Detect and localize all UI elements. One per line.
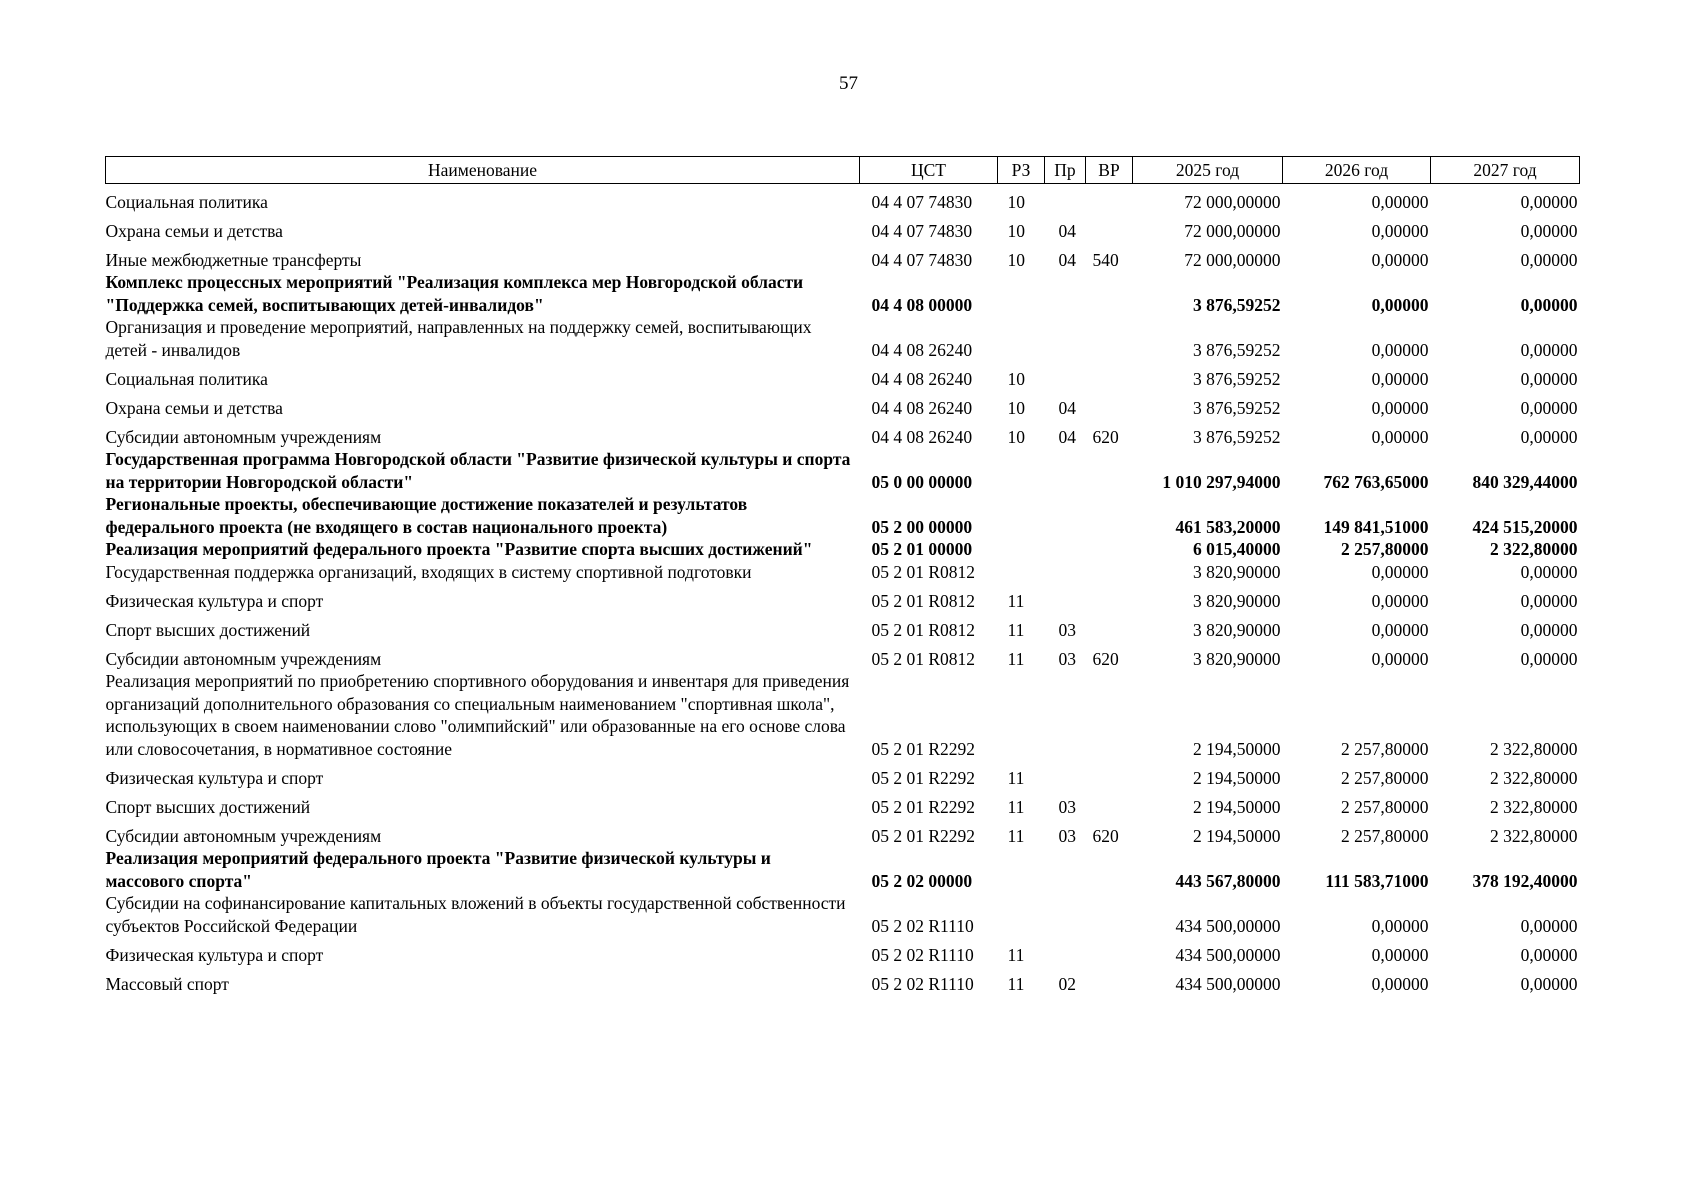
table-row xyxy=(106,789,1580,818)
row-value-2025: 3 820,90000 xyxy=(1193,590,1281,611)
header-name: Наименование xyxy=(106,157,860,184)
row-rz xyxy=(998,448,1045,493)
row-value-2027: 0,00000 xyxy=(1520,619,1578,640)
row-code: 04 4 08 00000 xyxy=(871,294,973,315)
row-rz xyxy=(998,271,1045,316)
row-pr xyxy=(1045,316,1086,361)
row-value-2026: 0,00000 xyxy=(1371,561,1429,582)
row-pr xyxy=(1045,847,1086,892)
row-value-2026: 0,00000 xyxy=(1371,368,1429,389)
row-code: 05 2 02 R1110 xyxy=(871,944,974,965)
row-value-2025: 72 000,00000 xyxy=(1184,220,1281,241)
row-vr xyxy=(1086,966,1133,995)
row-value-2027: 0,00000 xyxy=(1520,191,1578,212)
table-row xyxy=(106,760,1580,789)
table-row xyxy=(106,316,1580,361)
table-row xyxy=(106,561,1580,584)
row-rz: 10 xyxy=(1007,368,1025,389)
row-value-2027: 378 192,40000 xyxy=(1472,870,1578,891)
row-rz xyxy=(998,670,1045,760)
row-rz xyxy=(998,847,1045,892)
row-value-2027: 840 329,44000 xyxy=(1472,471,1578,492)
row-value-2025: 2 194,50000 xyxy=(1193,825,1281,846)
row-name: Государственная поддержка организаций, входящих в систему спортивной подготовки xyxy=(105,561,752,582)
row-value-2026: 0,00000 xyxy=(1371,220,1429,241)
row-value-2027: 0,00000 xyxy=(1520,249,1578,270)
row-value-2026: 0,00000 xyxy=(1371,915,1429,936)
row-name: Физическая культура и спорт xyxy=(105,944,324,965)
row-rz xyxy=(998,892,1045,937)
row-value-2027: 0,00000 xyxy=(1520,368,1578,389)
row-vr xyxy=(1086,493,1133,538)
row-value-2026: 0,00000 xyxy=(1371,619,1429,640)
row-code: 04 4 08 26240 xyxy=(871,397,973,418)
table-row xyxy=(106,612,1580,641)
row-name: Организация и проведение мероприятий, направленных на поддержку семей, воспитывающих детей - инвалидов xyxy=(105,317,812,360)
row-code: 05 2 01 R0812 xyxy=(871,590,976,611)
header-pr: Пр xyxy=(1045,157,1086,184)
row-rz xyxy=(998,316,1045,361)
table-row xyxy=(106,184,1580,214)
row-value-2025: 3 876,59252 xyxy=(1193,368,1281,389)
row-name: Спорт высших достижений xyxy=(105,619,311,640)
row-value-2027: 0,00000 xyxy=(1520,590,1578,611)
row-code: 04 4 07 74830 xyxy=(871,249,973,270)
row-vr xyxy=(1086,561,1133,584)
row-pr xyxy=(1045,448,1086,493)
row-name: Социальная политика xyxy=(105,191,268,212)
row-value-2026: 149 841,51000 xyxy=(1323,516,1429,537)
row-value-2027: 2 322,80000 xyxy=(1490,738,1578,759)
row-value-2026: 0,00000 xyxy=(1371,973,1429,994)
row-pr: 03 xyxy=(1058,648,1076,669)
row-vr xyxy=(1086,670,1133,760)
row-value-2025: 434 500,00000 xyxy=(1175,915,1281,936)
row-value-2026: 2 257,80000 xyxy=(1341,796,1429,817)
row-value-2027: 0,00000 xyxy=(1520,426,1578,447)
row-name: Спорт высших достижений xyxy=(105,796,311,817)
row-rz: 10 xyxy=(1007,249,1025,270)
table-row xyxy=(106,538,1580,561)
row-pr xyxy=(1045,538,1086,561)
row-value-2027: 424 515,20000 xyxy=(1472,516,1578,537)
row-value-2027: 0,00000 xyxy=(1520,944,1578,965)
row-pr: 02 xyxy=(1058,973,1076,994)
row-value-2025: 2 194,50000 xyxy=(1193,767,1281,788)
row-code: 05 2 02 R1110 xyxy=(871,915,974,936)
budget-table xyxy=(105,156,1580,995)
row-value-2026: 0,00000 xyxy=(1371,191,1429,212)
row-value-2025: 434 500,00000 xyxy=(1175,973,1281,994)
row-pr xyxy=(1045,892,1086,937)
row-value-2027: 0,00000 xyxy=(1520,915,1578,936)
row-code: 05 2 01 R0812 xyxy=(871,561,976,582)
row-rz: 11 xyxy=(1007,796,1025,817)
row-rz: 11 xyxy=(1007,944,1025,965)
row-code: 05 2 01 R2292 xyxy=(871,796,976,817)
row-value-2027: 0,00000 xyxy=(1520,973,1578,994)
table-row xyxy=(106,670,1580,760)
header-rz: РЗ xyxy=(998,157,1045,184)
page-number: 57 xyxy=(839,73,858,94)
header-2026: 2026 год xyxy=(1283,157,1431,184)
row-code: 05 0 00 00000 xyxy=(871,471,973,492)
row-code: 05 2 01 R0812 xyxy=(871,648,976,669)
row-name: Реализация мероприятий федерального проекта "Развитие спорта высших достижений" xyxy=(105,539,813,559)
row-pr: 04 xyxy=(1058,397,1076,418)
row-code: 05 2 00 00000 xyxy=(871,516,973,537)
table-row xyxy=(106,419,1580,448)
row-code: 05 2 01 R0812 xyxy=(871,619,976,640)
row-value-2025: 6 015,40000 xyxy=(1193,539,1281,559)
row-code: 05 2 02 00000 xyxy=(871,870,973,891)
row-name: Иные межбюджетные трансферты xyxy=(105,249,362,270)
row-value-2025: 461 583,20000 xyxy=(1175,516,1281,537)
row-rz: 11 xyxy=(1007,619,1025,640)
row-vr xyxy=(1086,583,1133,612)
row-rz xyxy=(998,561,1045,584)
row-value-2025: 72 000,00000 xyxy=(1184,191,1281,212)
row-pr: 04 xyxy=(1058,220,1076,241)
row-pr xyxy=(1045,493,1086,538)
row-vr xyxy=(1086,448,1133,493)
row-vr xyxy=(1086,361,1133,390)
row-value-2025: 2 194,50000 xyxy=(1193,738,1281,759)
row-value-2027: 0,00000 xyxy=(1520,561,1578,582)
row-pr xyxy=(1045,184,1086,214)
row-name: Физическая культура и спорт xyxy=(105,767,324,788)
row-vr xyxy=(1086,213,1133,242)
table-row xyxy=(106,641,1580,670)
row-value-2027: 0,00000 xyxy=(1520,220,1578,241)
table-row xyxy=(106,493,1580,538)
row-rz: 11 xyxy=(1007,825,1025,846)
table-row xyxy=(106,242,1580,271)
row-name: Охрана семьи и детства xyxy=(105,397,283,418)
row-name: Реализация мероприятий федерального проекта "Развитие физической культуры и массового спорта" xyxy=(105,848,771,891)
row-name: Субсидии автономным учреждениям xyxy=(105,648,382,669)
header-vr: ВР xyxy=(1086,157,1133,184)
row-value-2026: 2 257,80000 xyxy=(1341,767,1429,788)
header-2027: 2027 год xyxy=(1431,157,1580,184)
row-vr xyxy=(1086,760,1133,789)
row-name: Охрана семьи и детства xyxy=(105,220,283,241)
header-2025: 2025 год xyxy=(1133,157,1283,184)
row-code: 05 2 01 R2292 xyxy=(871,738,976,759)
row-value-2027: 2 322,80000 xyxy=(1490,767,1578,788)
row-value-2025: 2 194,50000 xyxy=(1193,796,1281,817)
row-rz: 10 xyxy=(1007,426,1025,447)
row-value-2026: 0,00000 xyxy=(1371,944,1429,965)
row-pr: 03 xyxy=(1058,796,1076,817)
row-value-2027: 0,00000 xyxy=(1520,397,1578,418)
row-name: Реализация мероприятий по приобретению спортивного оборудования и инвентаря для приведения организаций дополнительного образования со специальным наименованием "спортивная школа", использующих в своем наименовании слово "олимпийский" или образованные на его основе слова или словосочетания, в нормативное состояние xyxy=(105,671,850,759)
row-vr xyxy=(1086,892,1133,937)
row-value-2025: 3 876,59252 xyxy=(1193,397,1281,418)
table-row xyxy=(106,271,1580,316)
row-value-2025: 3 876,59252 xyxy=(1193,339,1281,360)
row-vr xyxy=(1086,612,1133,641)
row-value-2025: 72 000,00000 xyxy=(1184,249,1281,270)
row-pr: 04 xyxy=(1058,426,1076,447)
row-value-2026: 762 763,65000 xyxy=(1323,471,1429,492)
row-vr xyxy=(1086,937,1133,966)
row-rz: 11 xyxy=(1007,590,1025,611)
row-code: 05 2 01 R2292 xyxy=(871,825,976,846)
row-value-2025: 3 820,90000 xyxy=(1193,648,1281,669)
header-code: ЦСТ xyxy=(860,157,998,184)
table-row xyxy=(106,213,1580,242)
row-value-2026: 0,00000 xyxy=(1371,339,1429,360)
row-value-2026: 111 583,71000 xyxy=(1325,870,1429,891)
row-name: Физическая культура и спорт xyxy=(105,590,324,611)
row-pr: 03 xyxy=(1058,825,1076,846)
row-value-2027: 2 322,80000 xyxy=(1490,539,1578,559)
row-pr xyxy=(1045,561,1086,584)
row-vr xyxy=(1086,184,1133,214)
row-pr xyxy=(1045,937,1086,966)
row-value-2026: 0,00000 xyxy=(1371,590,1429,611)
row-value-2027: 0,00000 xyxy=(1520,294,1578,315)
row-value-2026: 0,00000 xyxy=(1371,249,1429,270)
row-vr xyxy=(1086,789,1133,818)
row-rz: 10 xyxy=(1007,397,1025,418)
row-value-2026: 0,00000 xyxy=(1371,294,1429,315)
row-value-2027: 2 322,80000 xyxy=(1490,796,1578,817)
row-name: Субсидии автономным учреждениям xyxy=(105,825,382,846)
row-name: Субсидии автономным учреждениям xyxy=(105,426,382,447)
row-vr xyxy=(1086,316,1133,361)
table-row xyxy=(106,583,1580,612)
row-value-2025: 3 820,90000 xyxy=(1193,619,1281,640)
row-rz: 11 xyxy=(1007,973,1025,994)
table-row xyxy=(106,892,1580,937)
row-rz: 11 xyxy=(1007,648,1025,669)
row-pr xyxy=(1045,583,1086,612)
row-pr: 03 xyxy=(1058,619,1076,640)
row-code: 05 2 02 R1110 xyxy=(871,973,974,994)
row-value-2026: 0,00000 xyxy=(1371,397,1429,418)
row-value-2026: 2 257,80000 xyxy=(1341,825,1429,846)
row-pr xyxy=(1045,670,1086,760)
row-value-2026: 2 257,80000 xyxy=(1341,738,1429,759)
row-code: 04 4 07 74830 xyxy=(871,220,973,241)
row-value-2025: 3 876,59252 xyxy=(1193,426,1281,447)
table-row xyxy=(106,390,1580,419)
row-code: 04 4 08 26240 xyxy=(871,368,973,389)
row-name: Комплекс процессных мероприятий "Реализация комплекса мер Новгородской области "Поддержка семей, воспитывающих детей-инвалидов" xyxy=(105,272,804,315)
row-value-2026: 0,00000 xyxy=(1371,648,1429,669)
row-name: Региональные проекты, обеспечивающие достижение показателей и результатов федерального проекта (не входящего в состав национального проекта) xyxy=(105,494,748,537)
row-name: Социальная политика xyxy=(105,368,268,389)
row-name: Субсидии на софинансирование капитальных вложений в объекты государственной собственности субъектов Российской Федерации xyxy=(105,893,846,936)
row-vr: 620 xyxy=(1092,825,1119,846)
row-code: 05 2 01 00000 xyxy=(871,539,973,559)
row-value-2025: 1 010 297,94000 xyxy=(1162,471,1281,492)
row-vr: 620 xyxy=(1092,648,1119,669)
row-rz xyxy=(998,538,1045,561)
row-code: 04 4 07 74830 xyxy=(871,191,973,212)
table-row xyxy=(106,361,1580,390)
row-value-2027: 0,00000 xyxy=(1520,339,1578,360)
table-row xyxy=(106,818,1580,847)
row-vr xyxy=(1086,538,1133,561)
row-value-2026: 2 257,80000 xyxy=(1341,539,1429,559)
row-pr xyxy=(1045,361,1086,390)
table-row xyxy=(106,847,1580,892)
row-rz xyxy=(998,493,1045,538)
row-vr xyxy=(1086,271,1133,316)
row-code: 05 2 01 R2292 xyxy=(871,767,976,788)
row-rz: 10 xyxy=(1007,191,1025,212)
row-pr xyxy=(1045,271,1086,316)
row-pr xyxy=(1045,760,1086,789)
row-code: 04 4 08 26240 xyxy=(871,339,973,360)
row-value-2026: 0,00000 xyxy=(1371,426,1429,447)
row-value-2025: 3 876,59252 xyxy=(1193,294,1281,315)
row-value-2025: 3 820,90000 xyxy=(1193,561,1281,582)
row-rz: 11 xyxy=(1007,767,1025,788)
row-value-2025: 434 500,00000 xyxy=(1175,944,1281,965)
row-name: Массовый спорт xyxy=(105,973,229,994)
table-row xyxy=(106,966,1580,995)
row-rz: 10 xyxy=(1007,220,1025,241)
row-code: 04 4 08 26240 xyxy=(871,426,973,447)
row-vr: 620 xyxy=(1092,426,1119,447)
table-header-row xyxy=(106,157,1580,184)
row-value-2027: 0,00000 xyxy=(1520,648,1578,669)
row-vr xyxy=(1086,390,1133,419)
table-row xyxy=(106,448,1580,493)
row-value-2025: 443 567,80000 xyxy=(1175,870,1281,891)
table-row xyxy=(106,937,1580,966)
row-vr xyxy=(1086,847,1133,892)
row-value-2027: 2 322,80000 xyxy=(1490,825,1578,846)
row-pr: 04 xyxy=(1058,249,1076,270)
row-name: Государственная программа Новгородской области "Развитие физической культуры и спорта на территории Новгородской области" xyxy=(105,449,851,492)
row-vr: 540 xyxy=(1092,249,1119,270)
